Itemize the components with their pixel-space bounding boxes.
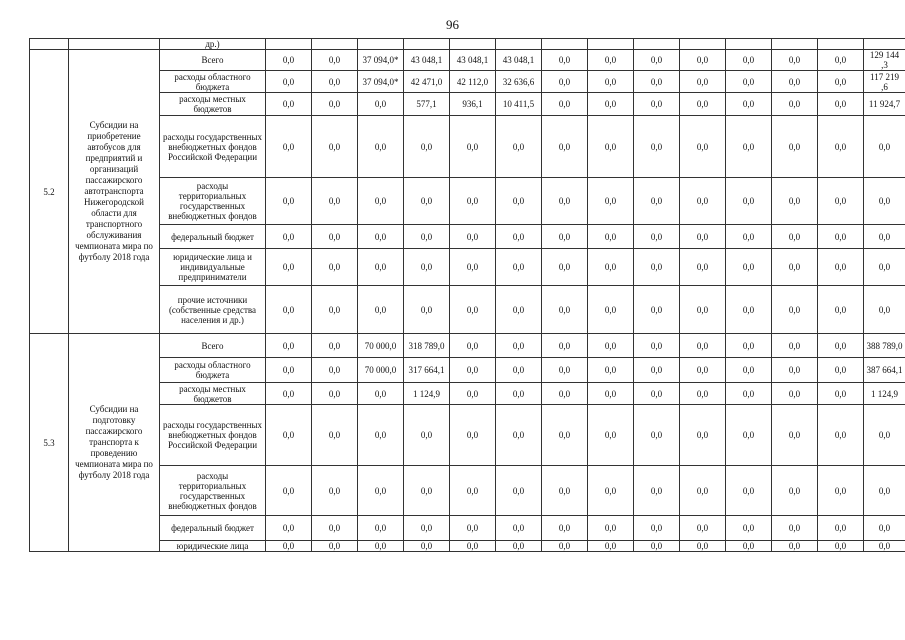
amount-cell: 0,0	[634, 93, 680, 116]
amount-cell: 0,0	[266, 286, 312, 334]
amount-cell: 0,0	[496, 541, 542, 552]
amount-cell: 0,0	[726, 541, 772, 552]
amount-cell: 0,0	[726, 516, 772, 541]
amount-cell: 0,0	[634, 50, 680, 71]
amount-cell: 0,0	[772, 358, 818, 383]
amount-cell: 0,0	[312, 541, 358, 552]
section-number: 5.3	[30, 334, 69, 552]
funding-source: юридические лица	[160, 541, 266, 552]
amount-cell: 0,0	[266, 225, 312, 249]
amount-cell: 0,0	[864, 405, 905, 466]
amount-cell: 0,0	[404, 225, 450, 249]
amount-cell: 0,0	[634, 358, 680, 383]
amount-cell: 0,0	[450, 116, 496, 178]
amount-cell: 0,0	[404, 116, 450, 178]
funding-source: расходы территориальных государственных внебюджетных фондов	[160, 466, 266, 516]
amount-cell: 0,0	[588, 286, 634, 334]
amount-cell: 0,0	[772, 178, 818, 225]
table-row	[30, 50, 905, 71]
amount-cell: 0,0	[772, 225, 818, 249]
amount-cell: 0,0	[726, 116, 772, 178]
amount-cell: 0,0	[772, 541, 818, 552]
amount-cell: 0,0	[358, 541, 404, 552]
amount-cell: 0,0	[266, 71, 312, 93]
table-row	[30, 516, 905, 541]
amount-cell: 0,0	[726, 358, 772, 383]
amount-cell: 70 000,0	[358, 334, 404, 358]
amount-cell: 11 924,7	[864, 93, 905, 116]
amount-cell: 0,0	[634, 541, 680, 552]
amount-cell: 0,0	[450, 178, 496, 225]
funding-source: Всего	[160, 50, 266, 71]
amount-cell: 0,0	[864, 249, 905, 286]
amount-cell: 0,0	[266, 358, 312, 383]
amount-cell: 0,0	[266, 178, 312, 225]
amount-cell: 0,0	[450, 516, 496, 541]
amount-cell: 0,0	[588, 71, 634, 93]
table-row	[30, 178, 905, 225]
amount-cell: 0,0	[312, 71, 358, 93]
section-title: Субсидии на подготовку пассажирского транспорта к проведению чемпионата мира по футболу 2018 года	[69, 334, 160, 552]
funding-source: юридические лица и индивидуальные предприниматели	[160, 249, 266, 286]
amount-cell: 0,0	[588, 383, 634, 405]
amount-cell: 0,0	[450, 405, 496, 466]
amount-cell: 0,0	[818, 178, 864, 225]
amount-cell: 0,0	[312, 93, 358, 116]
amount-cell: 0,0	[588, 178, 634, 225]
amount-cell: 0,0	[864, 116, 905, 178]
amount-cell: 1 124,9	[864, 383, 905, 405]
amount-cell: 0,0	[496, 466, 542, 516]
table-row	[30, 249, 905, 286]
amount-cell: 0,0	[266, 405, 312, 466]
amount-cell: 0,0	[726, 249, 772, 286]
amount-cell: 0,0	[588, 93, 634, 116]
amount-cell: 0,0	[358, 93, 404, 116]
amount-cell: 0,0	[542, 358, 588, 383]
amount-cell: 0,0	[358, 286, 404, 334]
amount-cell: 0,0	[266, 516, 312, 541]
amount-cell: 0,0	[496, 334, 542, 358]
amount-cell: 0,0	[772, 383, 818, 405]
amount-cell: 0,0	[312, 249, 358, 286]
amount-cell: 117 219 ,6	[864, 71, 905, 93]
amount-cell: 0,0	[818, 286, 864, 334]
amount-cell: 0,0	[358, 405, 404, 466]
amount-cell: 317 664,1	[404, 358, 450, 383]
amount-cell: 0,0	[588, 405, 634, 466]
amount-cell: 0,0	[864, 225, 905, 249]
amount-cell: 0,0	[634, 405, 680, 466]
amount-cell: 0,0	[266, 93, 312, 116]
amount-cell: 0,0	[496, 225, 542, 249]
amount-cell: 0,0	[312, 225, 358, 249]
amount-cell: 0,0	[680, 249, 726, 286]
amount-cell: 0,0	[726, 71, 772, 93]
amount-cell: 0,0	[312, 334, 358, 358]
amount-cell: 0,0	[680, 71, 726, 93]
amount-cell: 0,0	[818, 50, 864, 71]
amount-cell: 0,0	[450, 334, 496, 358]
amount-cell: 0,0	[358, 516, 404, 541]
table-row-continuation	[30, 39, 905, 50]
amount-cell: 0,0	[266, 541, 312, 552]
amount-cell: 0,0	[266, 383, 312, 405]
amount-cell: 0,0	[680, 541, 726, 552]
amount-cell: 936,1	[450, 93, 496, 116]
amount-cell: 0,0	[266, 50, 312, 71]
amount-cell: 0,0	[634, 225, 680, 249]
amount-cell: 387 664,1	[864, 358, 905, 383]
amount-cell: 0,0	[404, 249, 450, 286]
section-title: Субсидии на приобретение автобусов для предприятий и организаций пассажирского автотранспорта Нижегородской области для транспортного обслуживания чемпионата мира по футболу 2018 года	[69, 50, 160, 334]
table-row	[30, 116, 905, 178]
amount-cell: 0,0	[496, 286, 542, 334]
amount-cell: 0,0	[726, 50, 772, 71]
funding-source: расходы местных бюджетов	[160, 93, 266, 116]
amount-cell: 0,0	[542, 405, 588, 466]
funding-source: расходы государственных внебюджетных фондов Российской Федерации	[160, 405, 266, 466]
amount-cell: 0,0	[266, 334, 312, 358]
amount-cell: 0,0	[634, 286, 680, 334]
amount-cell: 0,0	[772, 466, 818, 516]
amount-cell: 0,0	[680, 405, 726, 466]
amount-cell: 0,0	[634, 249, 680, 286]
amount-cell: 0,0	[772, 93, 818, 116]
amount-cell: 0,0	[634, 383, 680, 405]
amount-cell: 0,0	[542, 225, 588, 249]
amount-cell: 0,0	[634, 116, 680, 178]
amount-cell: 0,0	[818, 71, 864, 93]
amount-cell: 0,0	[588, 466, 634, 516]
amount-cell: 0,0	[680, 358, 726, 383]
amount-cell: 43 048,1	[404, 50, 450, 71]
amount-cell: 0,0	[358, 116, 404, 178]
amount-cell: 0,0	[772, 286, 818, 334]
table-row	[30, 93, 905, 116]
amount-cell: 0,0	[818, 334, 864, 358]
amount-cell: 129 144 ,3	[864, 50, 905, 71]
table-row	[30, 383, 905, 405]
amount-cell: 1 124,9	[404, 383, 450, 405]
source-cell: др.)	[160, 39, 266, 50]
amount-cell: 0,0	[266, 116, 312, 178]
table-row	[30, 286, 905, 334]
amount-cell: 0,0	[726, 383, 772, 405]
table-row	[30, 541, 905, 552]
amount-cell: 37 094,0*	[358, 71, 404, 93]
amount-cell: 0,0	[818, 516, 864, 541]
amount-cell: 0,0	[588, 116, 634, 178]
number-cell	[30, 39, 69, 50]
amount-cell: 0,0	[542, 178, 588, 225]
amount-cell: 388 789,0	[864, 334, 905, 358]
amount-cell: 0,0	[404, 541, 450, 552]
amount-cell: 0,0	[818, 249, 864, 286]
funding-source: федеральный бюджет	[160, 516, 266, 541]
amount-cell: 0,0	[772, 516, 818, 541]
amount-cell: 0,0	[634, 178, 680, 225]
amount-cell: 0,0	[864, 286, 905, 334]
amount-cell: 42 471,0	[404, 71, 450, 93]
amount-cell: 0,0	[312, 50, 358, 71]
amount-cell: 0,0	[358, 249, 404, 286]
table-row	[30, 405, 905, 466]
amount-cell: 0,0	[772, 249, 818, 286]
amount-cell: 0,0	[588, 541, 634, 552]
amount-cell: 0,0	[726, 286, 772, 334]
amount-cell: 0,0	[680, 516, 726, 541]
amount-cell: 0,0	[864, 178, 905, 225]
amount-cell: 0,0	[680, 466, 726, 516]
amount-cell: 0,0	[864, 466, 905, 516]
amount-cell: 0,0	[634, 334, 680, 358]
amount-cell: 0,0	[358, 225, 404, 249]
funding-source: расходы областного бюджета	[160, 358, 266, 383]
funding-source: расходы областного бюджета	[160, 71, 266, 93]
amount-cell: 0,0	[358, 178, 404, 225]
amount-cell: 0,0	[312, 116, 358, 178]
amount-cell: 0,0	[864, 516, 905, 541]
funding-source: расходы местных бюджетов	[160, 383, 266, 405]
amount-cell: 0,0	[450, 541, 496, 552]
funding-source: Всего	[160, 334, 266, 358]
table-row	[30, 225, 905, 249]
amount-cell: 0,0	[726, 93, 772, 116]
amount-cell: 0,0	[772, 334, 818, 358]
amount-cell: 0,0	[726, 405, 772, 466]
amount-cell: 0,0	[818, 466, 864, 516]
amount-cell: 0,0	[358, 466, 404, 516]
amount-cell: 0,0	[588, 358, 634, 383]
amount-cell: 0,0	[680, 178, 726, 225]
amount-cell: 0,0	[818, 358, 864, 383]
amount-cell: 0,0	[450, 249, 496, 286]
amount-cell: 0,0	[312, 516, 358, 541]
amount-cell: 37 094,0*	[358, 50, 404, 71]
amount-cell: 0,0	[312, 466, 358, 516]
amount-cell: 0,0	[772, 71, 818, 93]
amount-cell: 0,0	[312, 178, 358, 225]
amount-cell: 0,0	[818, 116, 864, 178]
amount-cell: 0,0	[680, 93, 726, 116]
amount-cell: 0,0	[450, 358, 496, 383]
funding-table	[29, 38, 905, 552]
amount-cell: 0,0	[726, 466, 772, 516]
amount-cell: 0,0	[680, 50, 726, 71]
amount-cell: 0,0	[588, 249, 634, 286]
table-row	[30, 358, 905, 383]
amount-cell: 0,0	[450, 286, 496, 334]
amount-cell: 0,0	[588, 334, 634, 358]
amount-cell: 577,1	[404, 93, 450, 116]
amount-cell: 0,0	[772, 50, 818, 71]
amount-cell: 0,0	[726, 178, 772, 225]
table-row	[30, 466, 905, 516]
amount-cell: 0,0	[542, 93, 588, 116]
amount-cell: 0,0	[542, 71, 588, 93]
funding-source: прочие источники (собственные средства населения и др.)	[160, 286, 266, 334]
amount-cell: 0,0	[312, 405, 358, 466]
amount-cell: 0,0	[496, 178, 542, 225]
title-cell	[69, 39, 160, 50]
amount-cell: 0,0	[588, 50, 634, 71]
amount-cell: 0,0	[496, 405, 542, 466]
amount-cell: 0,0	[450, 466, 496, 516]
amount-cell: 0,0	[818, 541, 864, 552]
amount-cell: 0,0	[680, 334, 726, 358]
amount-cell: 0,0	[266, 249, 312, 286]
amount-cell: 0,0	[542, 50, 588, 71]
amount-cell: 0,0	[404, 466, 450, 516]
amount-cell: 0,0	[726, 225, 772, 249]
amount-cell: 0,0	[404, 516, 450, 541]
amount-cell: 0,0	[634, 516, 680, 541]
amount-cell: 0,0	[542, 334, 588, 358]
amount-cell: 0,0	[680, 225, 726, 249]
amount-cell: 0,0	[634, 71, 680, 93]
amount-cell: 0,0	[772, 405, 818, 466]
amount-cell: 0,0	[680, 286, 726, 334]
amount-cell: 0,0	[542, 116, 588, 178]
funding-source: федеральный бюджет	[160, 225, 266, 249]
table-row	[30, 71, 905, 93]
amount-cell: 10 411,5	[496, 93, 542, 116]
amount-cell: 0,0	[266, 466, 312, 516]
amount-cell: 0,0	[496, 116, 542, 178]
amount-cell: 43 048,1	[496, 50, 542, 71]
page-number: 96	[446, 17, 459, 32]
amount-cell: 0,0	[404, 286, 450, 334]
amount-cell: 0,0	[312, 358, 358, 383]
amount-cell: 0,0	[772, 116, 818, 178]
amount-cell: 0,0	[542, 541, 588, 552]
amount-cell: 0,0	[588, 516, 634, 541]
table-row	[30, 334, 905, 358]
amount-cell: 0,0	[588, 225, 634, 249]
amount-cell: 0,0	[312, 383, 358, 405]
amount-cell: 32 636,6	[496, 71, 542, 93]
amount-cell: 0,0	[726, 334, 772, 358]
amount-cell: 0,0	[542, 466, 588, 516]
amount-cell: 43 048,1	[450, 50, 496, 71]
amount-cell: 0,0	[542, 383, 588, 405]
amount-cell: 0,0	[818, 93, 864, 116]
funding-source: расходы территориальных государственных внебюджетных фондов	[160, 178, 266, 225]
amount-cell: 0,0	[818, 383, 864, 405]
amount-cell: 0,0	[358, 383, 404, 405]
amount-cell: 0,0	[312, 286, 358, 334]
amount-cell: 0,0	[496, 383, 542, 405]
amount-cell: 0,0	[818, 405, 864, 466]
amount-cell: 0,0	[818, 225, 864, 249]
amount-cell: 0,0	[496, 358, 542, 383]
amount-cell: 0,0	[542, 286, 588, 334]
amount-cell: 0,0	[634, 466, 680, 516]
amount-cell: 0,0	[680, 116, 726, 178]
amount-cell: 318 789,0	[404, 334, 450, 358]
amount-cell: 0,0	[496, 516, 542, 541]
amount-cell: 70 000,0	[358, 358, 404, 383]
amount-cell: 0,0	[450, 225, 496, 249]
amount-cell: 0,0	[542, 516, 588, 541]
amount-cell: 0,0	[542, 249, 588, 286]
amount-cell: 0,0	[450, 383, 496, 405]
section-number: 5.2	[30, 50, 69, 334]
funding-source: расходы государственных внебюджетных фондов Российской Федерации	[160, 116, 266, 178]
amount-cell: 0,0	[404, 405, 450, 466]
amount-cell: 42 112,0	[450, 71, 496, 93]
amount-cell: 0,0	[496, 249, 542, 286]
amount-cell: 0,0	[864, 541, 905, 552]
amount-cell: 0,0	[680, 383, 726, 405]
amount-cell: 0,0	[404, 178, 450, 225]
